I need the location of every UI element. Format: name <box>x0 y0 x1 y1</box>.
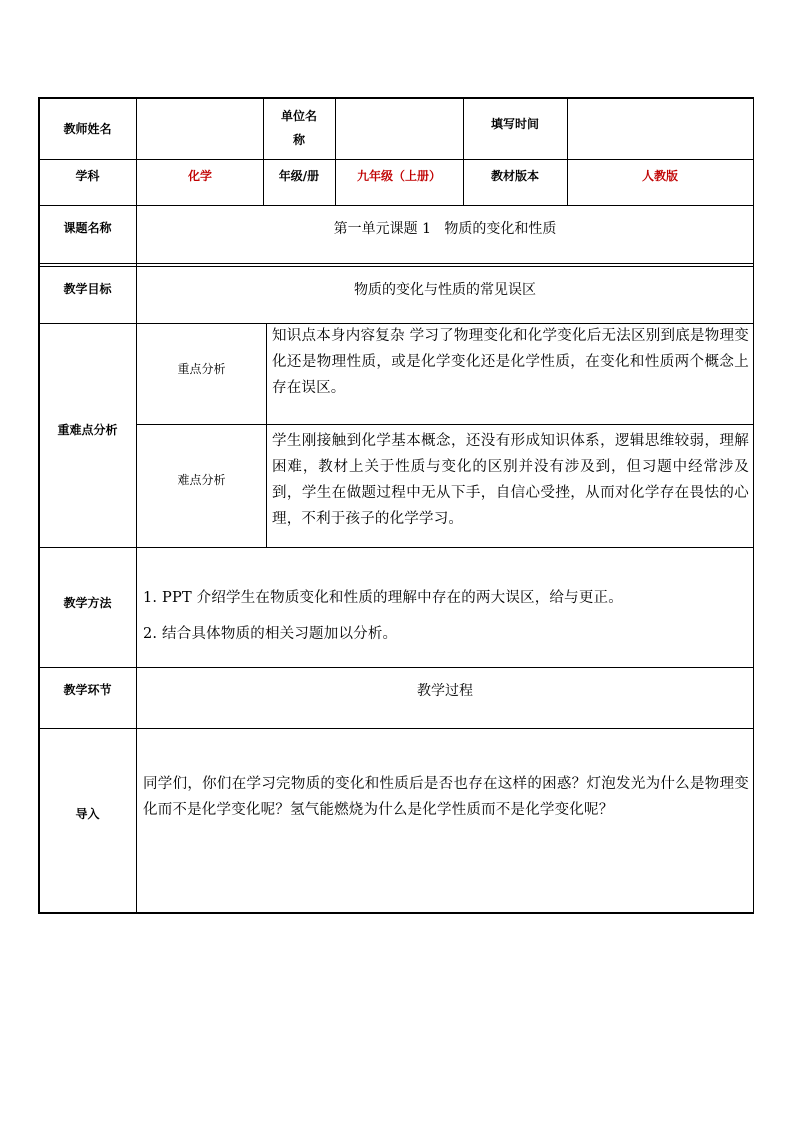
grade-value: 九年级（上册） <box>356 168 441 183</box>
topic-value: 第一单元课题 1 物质的变化和性质 <box>333 220 557 237</box>
unit-name-label-line2: 称 <box>292 133 305 147</box>
difficult-point-label: 难点分析 <box>177 472 226 487</box>
process-value: 教学过程 <box>417 682 473 699</box>
goal-value: 物质的变化与性质的常见误区 <box>354 281 536 298</box>
grade-label: 年级/册 <box>278 168 320 183</box>
method-item-2: 2. 结合具体物质的相关习题加以分析。 <box>143 626 398 642</box>
method-item-1: 1. PPT 介绍学生在物质变化和性质的理解中存在的两大误区，给与更正。 <box>143 590 623 606</box>
fill-time-field[interactable] <box>567 97 753 159</box>
fill-time-label: 填写时间 <box>490 116 539 131</box>
subject-label: 学科 <box>75 168 100 183</box>
intro-label: 导入 <box>75 806 100 821</box>
edition-value: 人教版 <box>641 168 678 183</box>
table-right-border <box>753 97 754 913</box>
edition-label: 教材版本 <box>490 168 539 183</box>
teacher-name-field[interactable] <box>137 97 263 159</box>
teacher-name-label: 教师姓名 <box>63 121 112 136</box>
method-label: 教学方法 <box>63 595 112 610</box>
key-point-label: 重点分析 <box>177 361 226 376</box>
unit-name-field[interactable] <box>335 97 463 159</box>
table-bottom-border <box>38 912 754 914</box>
analysis-col-divider <box>266 323 267 547</box>
difficult-point-text: 学生刚接触到化学基本概念，还没有形成知识体系，逻辑思维较弱，理解困难，教材上关于性质与变化的区别并没有涉及到，但习题中经常涉及到，学生在做题过程中无从下手，自信心受挫，从而对化学存在畏怯的心理，不利于孩子的化学学习。 <box>272 433 749 527</box>
process-label: 教学环节 <box>63 683 112 697</box>
unit-name-label <box>263 97 335 159</box>
unit-name-label-line1: 单位名 <box>280 109 317 123</box>
goal-label: 教学目标 <box>63 282 112 296</box>
topic-label: 课题名称 <box>63 221 112 235</box>
row-divider <box>38 728 754 729</box>
key-point-text: 知识点本身内容复杂 学习了物理变化和化学变化后无法区别到底是物理变化还是物理性质，或是化学变化还是化学性质，在变化和性质两个概念上存在误区。 <box>272 328 749 396</box>
row-divider <box>38 547 754 548</box>
intro-text: 同学们，你们在学习完物质的变化和性质后是否也存在这样的困惑？灯泡发光为什么是物理变化而不是化学变化呢？氢气能燃烧为什么是化学性质而不是化学变化呢？ <box>143 776 749 818</box>
row-divider <box>38 263 754 264</box>
subject-value: 化学 <box>187 168 212 183</box>
analysis-label: 重难点分析 <box>57 422 118 437</box>
